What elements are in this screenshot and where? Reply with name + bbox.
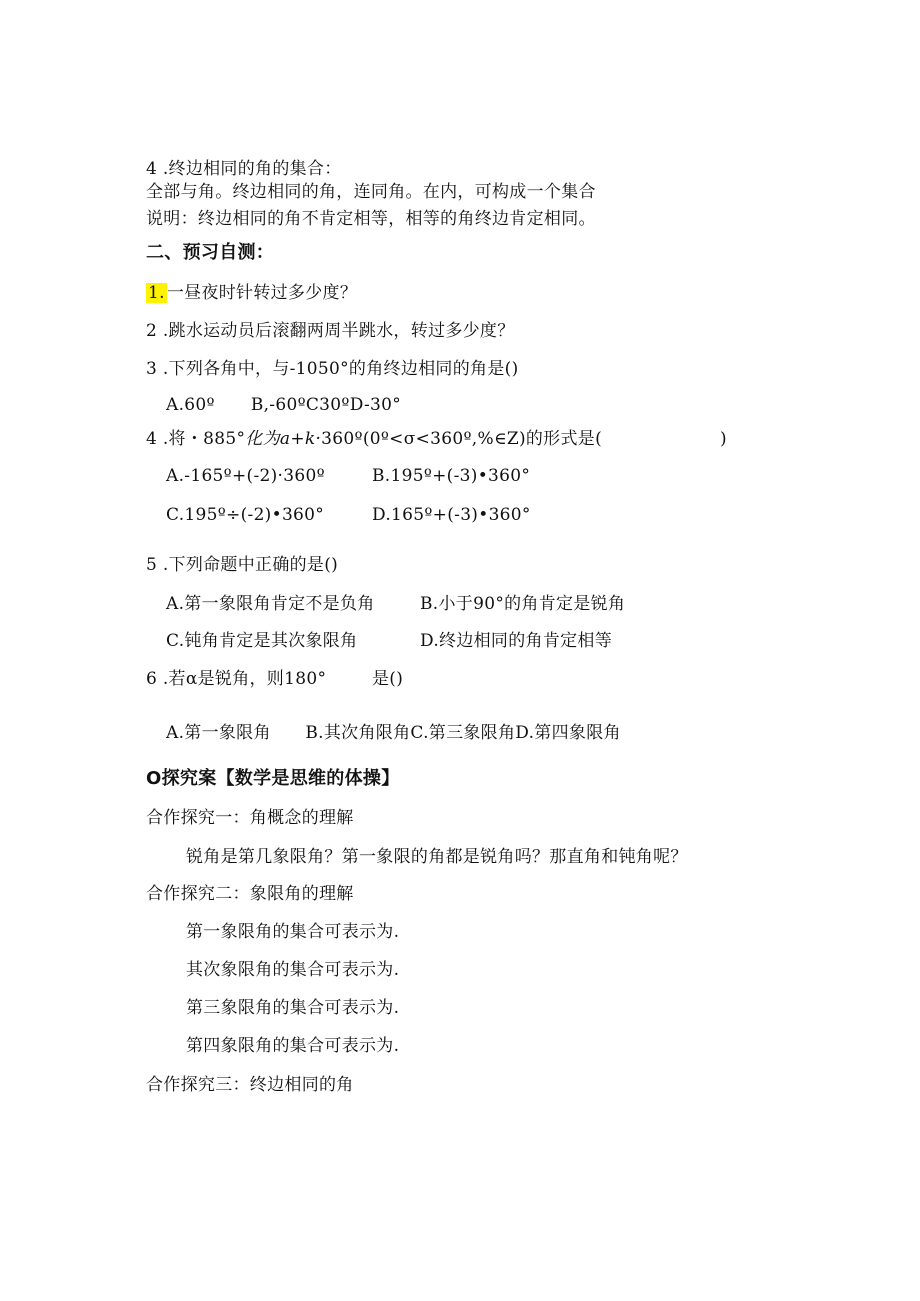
question-4-option-b: B.195º+(-3)•360°	[372, 466, 531, 486]
question-1-text: 一昼夜时针转过多少度？	[166, 283, 358, 303]
cooperation-3-title: 合作探究三：终边相同的角	[146, 1075, 354, 1095]
question-4-option-d: D.165º+(-3)•360°	[372, 505, 531, 525]
question-1-number-highlight: 1.	[148, 283, 165, 303]
question-3-options	[166, 394, 401, 416]
question-3-stem: 3 .下列各角中，与-1050°的角终边相同的角是()	[146, 359, 519, 379]
question-1	[146, 282, 357, 304]
section-4-title: 4 .终边相同的角的集合：	[146, 159, 342, 179]
cooperation-2-line-1: 第一象限角的集合可表示为.	[186, 922, 400, 942]
heading-preview-test: 二、预习自测：	[146, 242, 275, 263]
section-4-note: 说明：终边相同的角不肯定相等，相等的角终边肯定相同。	[146, 209, 596, 229]
question-4-stem-post: 360º(0º<σ<360º,%∈Z)的形式是(	[321, 429, 603, 449]
question-5-option-a: A.第一象限角肯定不是负角	[166, 594, 375, 614]
question-3-options-rest: B,-60ºC30ºD-30°	[250, 395, 402, 415]
question-5-option-c: C.钝角肯定是其次象限角	[166, 631, 358, 651]
cooperation-2-line-3: 第三象限角的集合可表示为.	[186, 998, 400, 1018]
question-4-stem-italic: 化为a+k·	[245, 429, 322, 449]
heading-explore: O探究案【数学是思维的体操】	[146, 768, 400, 789]
cooperation-2-line-4: 第四象限角的集合可表示为.	[186, 1036, 400, 1056]
question-5-option-d: D.终边相同的角肯定相等	[420, 631, 613, 651]
question-4-stem-pre: 4 .将・885°	[146, 429, 246, 449]
question-2: 2 .跳水运动员后滚翻两周半跳水，转过多少度？	[146, 321, 515, 341]
cooperation-2-line-2: 其次象限角的集合可表示为.	[186, 960, 400, 980]
question-6-stem: 6 .若α是锐角，则180°	[146, 669, 327, 689]
cooperation-1-title: 合作探究一：角概念的理解	[146, 808, 354, 828]
section-4-line: 全部与角。终边相同的角，连同角。在内，可构成一个集合	[146, 182, 596, 202]
question-5-stem: 5 .下列命题中正确的是()	[146, 555, 339, 575]
question-3-option-a: A.60º	[166, 395, 215, 415]
question-4-option-a: A.-165º+(-2)·360º	[166, 466, 325, 486]
question-4-stem-close: )	[720, 429, 727, 449]
question-4-stem	[146, 428, 727, 450]
question-6-tail: 是()	[372, 669, 404, 689]
cooperation-1-text: 锐角是第几象限角？第一象限的角都是锐角吗？那直角和钝角呢？	[186, 847, 688, 867]
question-5-option-b: B.小于90°的角肯定是锐角	[420, 594, 626, 614]
question-4-option-c: C.195º÷(-2)•360°	[166, 505, 325, 525]
cooperation-2-title: 合作探究二：象限角的理解	[146, 884, 354, 904]
question-6-options: A.第一象限角 B.其次角限角C.第三象限角D.第四象限角	[166, 723, 621, 743]
